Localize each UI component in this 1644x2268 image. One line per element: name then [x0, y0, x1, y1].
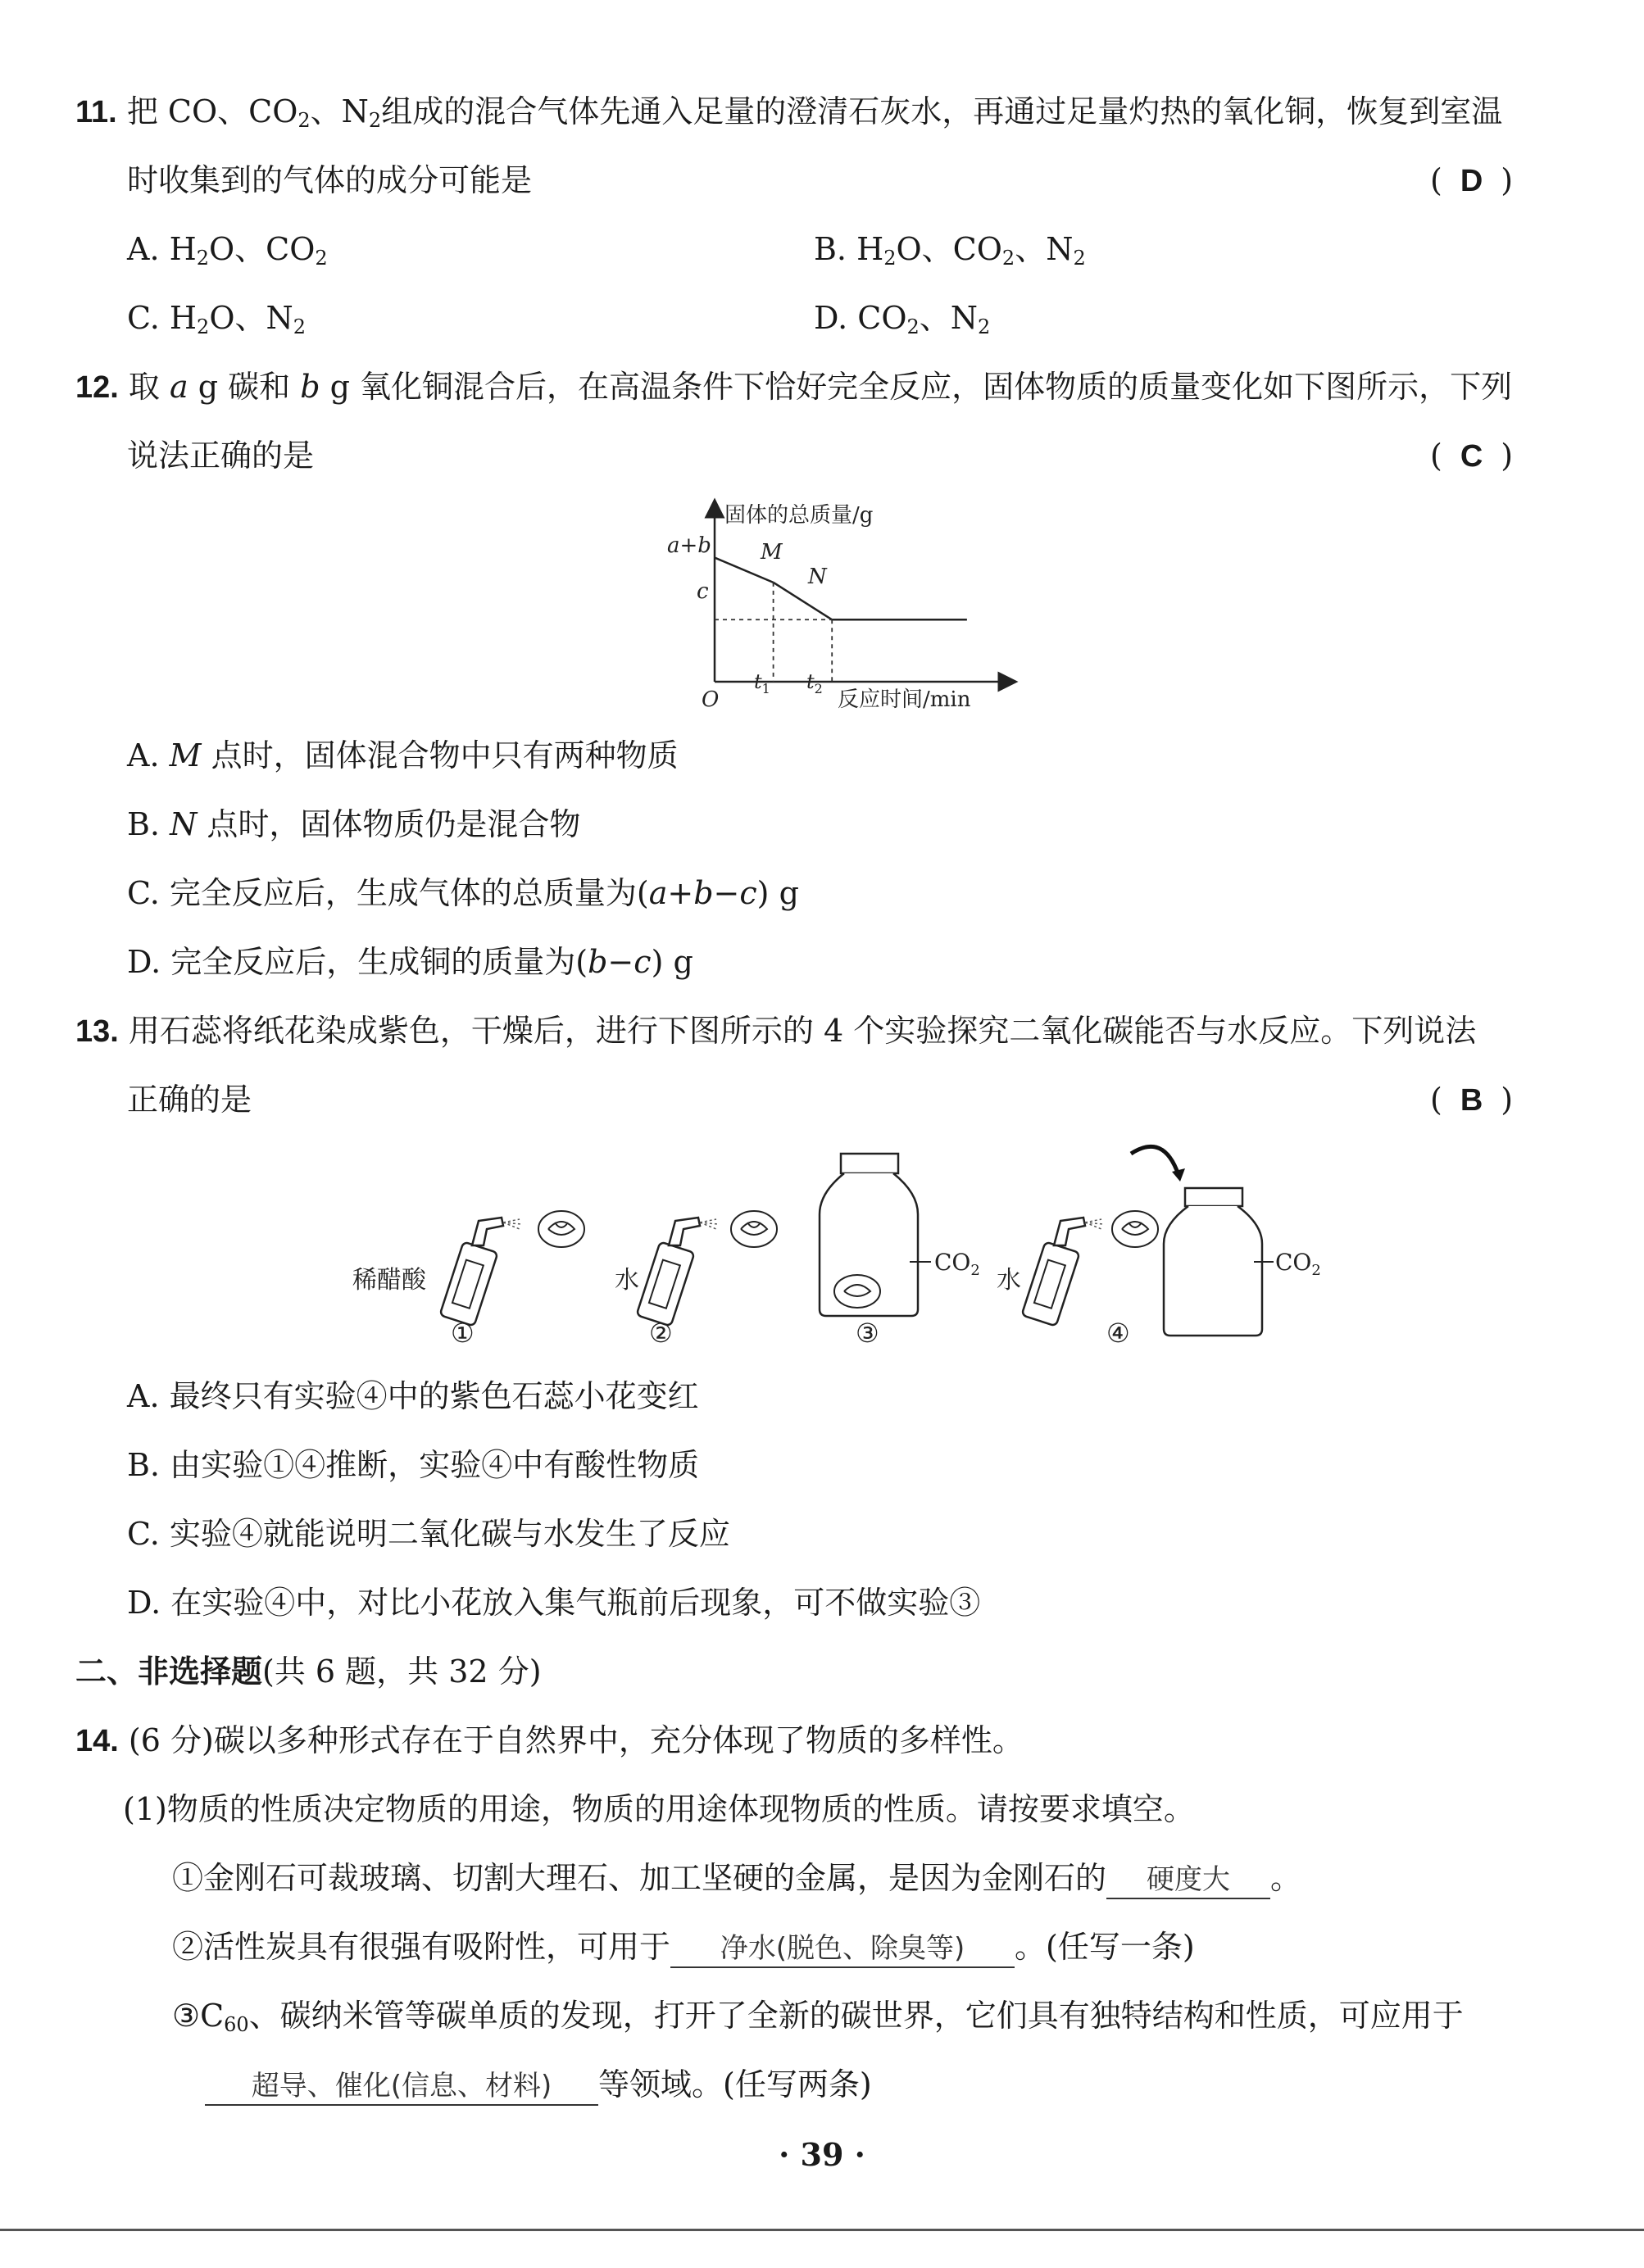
x-axis-label: 反应时间/min	[838, 687, 971, 712]
q14-sub1: ①金刚石可裁玻璃、切割大理石、加工坚硬的金属，是因为金刚石的 硬度大 。	[172, 1858, 1301, 1899]
flower-icon-1	[538, 1211, 584, 1247]
q14-sub3: $③C_{60}$、碳纳米管等碳单质的发现，打开了全新的碳世界，它们具有独特结构和性质，可应用于	[172, 1998, 1464, 2036]
q11-line2: 时收集到的气体的成分可能是	[127, 162, 533, 198]
q13-answer: ( B )	[1430, 1082, 1514, 1118]
q13-option-a: A. 最终只有实验④中的紫色石蕊小花变红	[127, 1378, 699, 1414]
q13-number: 13.	[75, 1014, 119, 1049]
q14-part1: (1)物质的性质决定物质的用途，物质的用途体现物质的性质。请按要求填空。	[123, 1791, 1195, 1827]
q11-option-d: D. $CO_2$、$N_2$	[814, 300, 991, 338]
q12-line2: 说法正确的是	[127, 438, 315, 474]
exp1-label: 稀醋酸	[352, 1266, 426, 1295]
q12-option-c: C. 完全反应后，生成气体的总质量为(a+b−c) g	[127, 875, 799, 911]
y-axis-label: 固体的总质量/g	[724, 503, 874, 528]
exp2-label: 水	[615, 1266, 639, 1295]
point-label-m: M	[761, 540, 783, 565]
q12-option-d: D. 完全反应后，生成铜的质量为(b−c) g	[127, 944, 693, 980]
curved-arrow-icon	[1131, 1146, 1179, 1175]
page-number: · 39 ·	[779, 2136, 865, 2173]
spray-bottle-icon-2	[637, 1218, 718, 1326]
flower-icon-2	[731, 1211, 777, 1247]
exp4-label: 水	[997, 1266, 1021, 1295]
q14-line1: 14. (6 分)碳以多种形式存在于自然界中，充分体现了物质的多样性。	[75, 1722, 1024, 1758]
exp4-number: ④	[1106, 1318, 1130, 1349]
x-tick-t1: $t_1$	[754, 670, 770, 696]
q11-answer: ( D )	[1430, 162, 1514, 198]
answer-blank-2[interactable]: 净水(脱色、除臭等)	[670, 1930, 1015, 1968]
flower-icon-3	[834, 1275, 880, 1308]
y-tick-a-plus-b: a+b	[667, 533, 711, 558]
q13-option-d: D. 在实验④中，对比小花放入集气瓶前后现象，可不做实验③	[127, 1585, 981, 1621]
q11-option-c: C. $H_2O$、$N_2$	[127, 300, 306, 338]
section-heading	[75, 1652, 542, 1691]
q12-option-b: B. N 点时，固体物质仍是混合物	[127, 806, 581, 842]
q14-number: 14.	[75, 1724, 119, 1758]
flower-icon-4	[1112, 1211, 1158, 1247]
y-tick-c: c	[697, 579, 709, 604]
answer-blank-1[interactable]: 硬度大	[1106, 1862, 1270, 1899]
answer-blank-3[interactable]: 超导、催化(信息、材料)	[205, 2068, 598, 2106]
q11-option-b: B. $H_2O$、$CO_2$、$N_2$	[814, 231, 1086, 270]
q13-line1: 13. 用石蕊将纸花染成紫色，干燥后，进行下图所示的 4 个实验探究二氧化碳能否与水反应。下列说法	[75, 1013, 1477, 1049]
exp4-gas-label: $CO_2$	[1275, 1249, 1321, 1279]
spray-bottle-icon-1	[440, 1218, 521, 1326]
q13-option-b: B. 由实验①④推断，实验④中有酸性物质	[127, 1447, 700, 1483]
q12-number: 12.	[75, 370, 119, 405]
exp1-number: ①	[451, 1318, 475, 1349]
experiment-figure	[344, 1139, 1321, 1352]
exp2-number: ②	[649, 1318, 673, 1349]
chart-marks	[715, 558, 967, 682]
section-title: 二、非选择题	[75, 1653, 263, 1690]
q11-number: 11.	[75, 95, 117, 129]
page-bottom-rule	[0, 2229, 1644, 2231]
point-label-n: N	[808, 565, 827, 589]
q11-line1: 11. 把 CO、$CO_2$、$N_2$组成的混合气体先通入足量的澄清石灰水，再通过足量灼热的氧化铜，恢复到室温	[75, 93, 1503, 132]
q12-line1: 12. 取 a g 碳和 b g 氧化铜混合后，在高温条件下恰好完全反应，固体物质的质量变化如下图所示，下列	[75, 369, 1513, 405]
q14-sub4: 超导、催化(信息、材料) 等领域。(任写两条)	[205, 2065, 872, 2106]
exp3-gas-label: $CO_2$	[934, 1249, 980, 1279]
q12-option-a: A. M 点时，固体混合物中只有两种物质	[127, 737, 679, 773]
section-detail: (共 6 题，共 32 分)	[262, 1653, 542, 1690]
exp3-number: ③	[856, 1318, 879, 1349]
q14-sub2: ②活性炭具有很强有吸附性，可用于 净水(脱色、除臭等) 。(任写一条)	[172, 1927, 1195, 1968]
q13-line2: 正确的是	[127, 1082, 252, 1118]
x-tick-t2: $t_2$	[806, 670, 823, 696]
gas-jar-icon-4	[1164, 1188, 1274, 1336]
q12-answer: ( C )	[1430, 438, 1514, 474]
q11-option-a: A. $H_2O$、$CO_2$	[127, 231, 328, 270]
spray-bottle-icon-4	[1022, 1218, 1103, 1326]
mass-time-chart	[656, 492, 1016, 713]
q13-option-c: C. 实验④就能说明二氧化碳与水发生了反应	[127, 1516, 730, 1552]
origin-label: O	[702, 687, 720, 712]
